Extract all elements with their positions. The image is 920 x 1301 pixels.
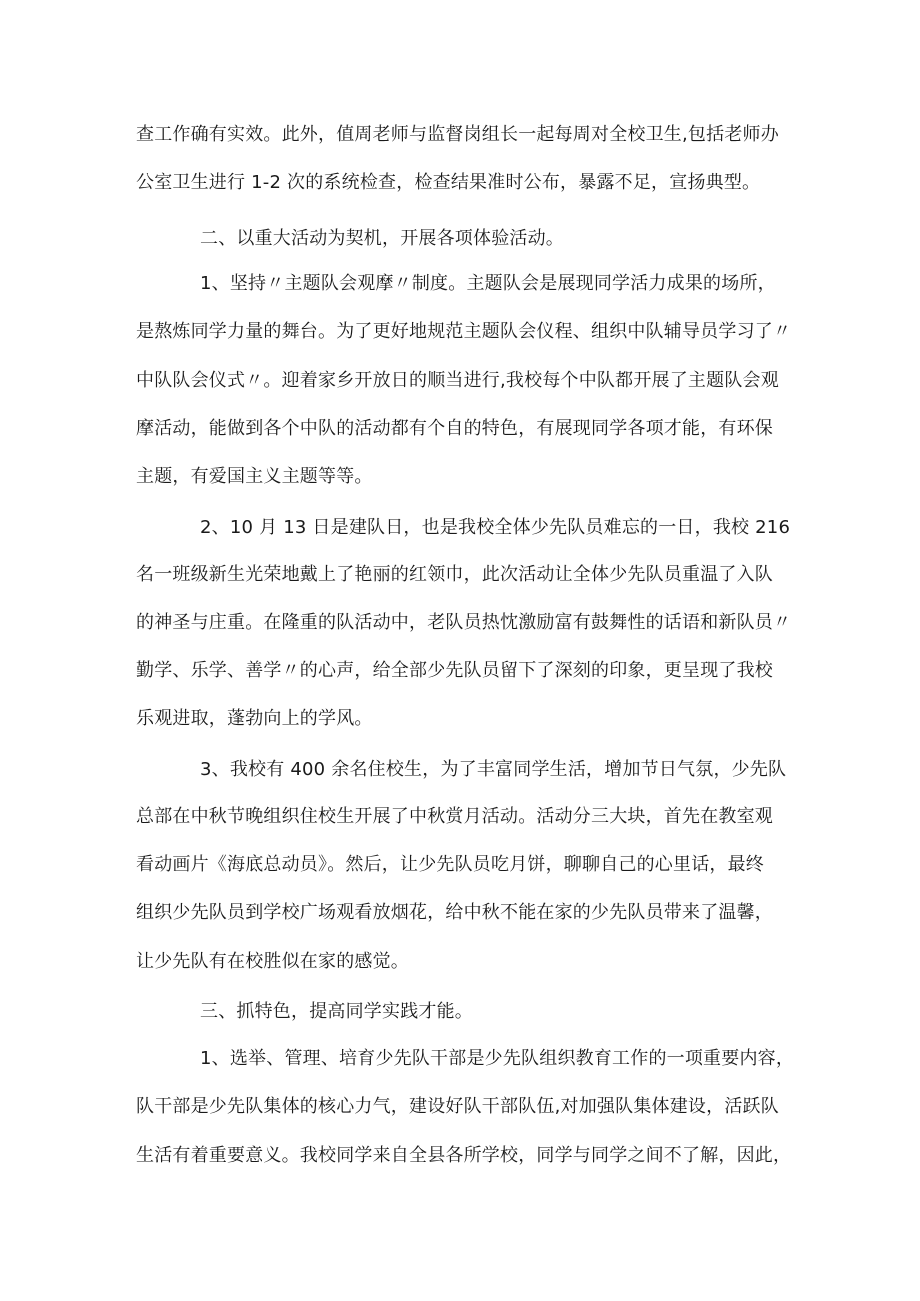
text-line: 勤学、乐学、善学〃的心声，给全部少先队员留下了深刻的印象，更呈现了我校 [136,660,773,681]
text-line: 看动画片《海底总动员》。然后，让少先队员吃月饼，聊聊自己的心里话，最终 [136,854,764,875]
text-line: 查工作确有实效。此外，值周老师与监督岗组长一起每周对全校卫生,包括老师办 [136,124,779,145]
text-line: 3、我校有 400 余名住校生，为了丰富同学生活，增加节日气氛，少先队 [200,759,787,780]
text-line: 队干部是少先队集体的核心力气，建设好队干部队伍,对加强队集体建设，活跃队 [136,1096,779,1117]
text-line: 1、选举、管理、培育少先队干部是少先队组织教育工作的一项重要内容， [200,1048,795,1069]
text-line: 的神圣与庄重。在隆重的队活动中，老队员热忱激励富有鼓舞性的话语和新队员〃 [136,612,792,633]
text-line: 1、坚持〃主题队会观摩〃制度。主题队会是展现同学活力成果的场所， [200,273,776,294]
text-line: 中队队会仪式〃。迎着家乡开放日的顺当进行,我校每个中队都开展了主题队会观 [136,370,779,391]
text-line: 组织少先队员到学校广场观看放烟花，给中秋不能在家的少先队员带来了温馨， [136,902,773,923]
text-line: 公室卫生进行 1-2 次的系统检查，检查结果准时公布，暴露不足，宣扬典型。 [136,172,761,193]
text-line: 2、10 月 13 日是建队日，也是我校全体少先队员难忘的一日，我校 216 [200,517,791,538]
text-line: 生活有着重要意义。我校同学来自全县各所学校，同学与同学之间不了解，因此， [136,1145,792,1166]
text-line: 总部在中秋节晚组织住校生开展了中秋赏月活动。活动分三大块，首先在教室观 [136,806,773,827]
text-line: 摩活动，能做到各个中队的活动都有个自的特色，有展现同学各项才能，有环保 [136,418,773,439]
section-heading: 二、以重大活动为契机，开展各项体验活动。 [200,228,564,249]
text-line: 是熬炼同学力量的舞台。为了更好地规范主题队会仪程、组织中队辅导员学习了〃 [136,321,792,342]
text-line: 乐观进取，蓬勃向上的学风。 [136,708,373,729]
text-line: 主题，有爱国主义主题等等。 [136,466,373,487]
text-line: 名一班级新生光荣地戴上了艳丽的红领巾，此次活动让全体少先队员重温了入队 [136,564,773,585]
section-heading: 三、抓特色，提高同学实践才能。 [200,1001,473,1022]
text-line: 让少先队有在校胜似在家的感觉。 [136,951,409,972]
